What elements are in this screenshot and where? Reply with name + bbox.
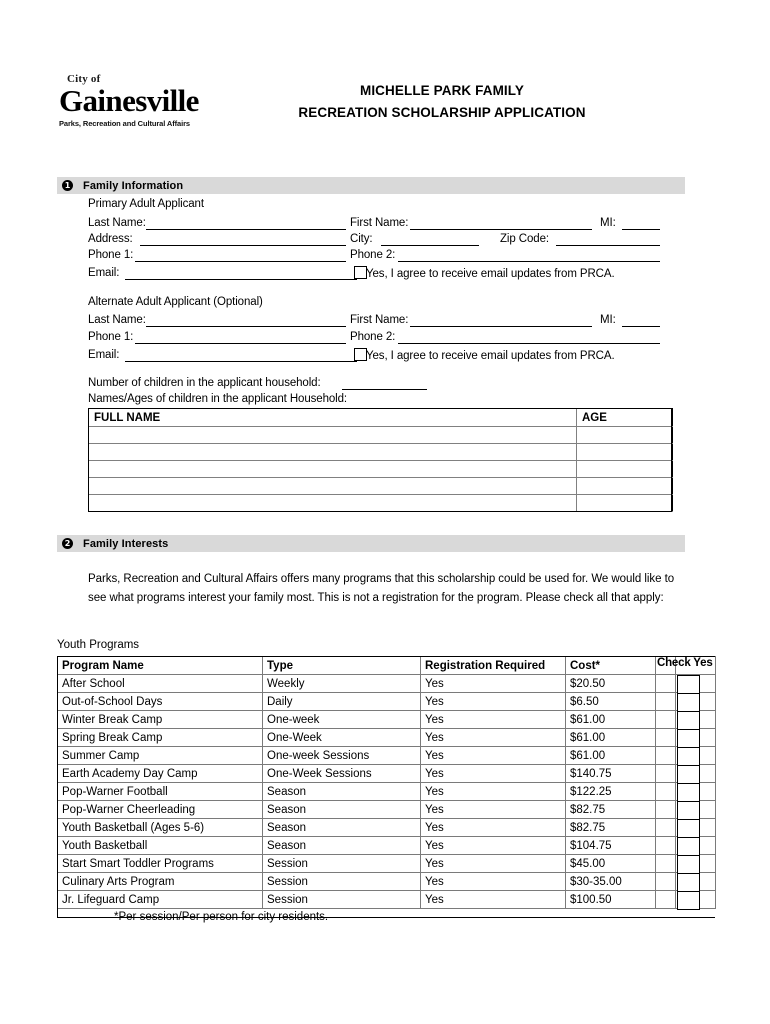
section-title-family-interests: Family Interests (83, 537, 169, 550)
label-alternate-phone1: Phone 1: (88, 331, 134, 343)
program-name-cell: Start Smart Toddler Programs (58, 855, 263, 873)
program-name-cell: Spring Break Camp (58, 729, 263, 747)
program-checkbox-6[interactable] (677, 783, 700, 802)
label-primary-mi: MI: (600, 217, 616, 229)
program-registration-cell: Yes (421, 711, 566, 729)
program-checkbox-10[interactable] (677, 855, 700, 874)
label-primary-city: City: (350, 233, 373, 245)
program-registration-cell: Yes (421, 747, 566, 765)
program-name-cell: Jr. Lifeguard Camp (58, 891, 263, 909)
input-primary-mi[interactable] (622, 229, 660, 230)
input-primary-zip[interactable] (556, 245, 660, 246)
program-name-cell: Culinary Arts Program (58, 873, 263, 891)
program-type-cell: Session (263, 873, 421, 891)
children-cell-age[interactable] (577, 495, 673, 512)
input-alternate-phone2[interactable] (398, 343, 660, 344)
label-alternate-email-optin: Yes, I agree to receive email updates from PRCA. (366, 350, 615, 362)
table-row[interactable] (89, 461, 673, 478)
section-title-family-information: Family Information (83, 179, 184, 192)
youth-programs-table (57, 656, 716, 909)
children-cell-full-name[interactable] (89, 478, 577, 495)
children-cell-full-name[interactable] (89, 444, 577, 461)
program-cost-cell: $140.75 (566, 765, 656, 783)
program-name-cell: Out-of-School Days (58, 693, 263, 711)
program-cost-cell: $61.00 (566, 747, 656, 765)
program-name-cell: Summer Camp (58, 747, 263, 765)
program-check-spacer-cell (656, 711, 676, 729)
program-name-cell: Winter Break Camp (58, 711, 263, 729)
program-registration-cell: Yes (421, 819, 566, 837)
label-primary-address: Address: (88, 233, 133, 245)
program-checkbox-3[interactable] (677, 729, 700, 748)
program-check-spacer-cell (656, 747, 676, 765)
program-registration-cell: Yes (421, 675, 566, 693)
section-number-badge-2: 2 (62, 538, 73, 549)
table-row[interactable] (58, 783, 716, 801)
input-primary-last-name[interactable] (146, 229, 346, 230)
program-cost-cell: $82.75 (566, 819, 656, 837)
programs-table-header-row (58, 657, 716, 675)
input-primary-first-name[interactable] (410, 229, 592, 230)
programs-col-cost: Cost* (566, 657, 656, 675)
label-primary-email: Email: (88, 267, 120, 279)
label-primary-last-name: Last Name: (88, 217, 146, 229)
table-row[interactable] (89, 444, 673, 461)
program-type-cell: Season (263, 819, 421, 837)
program-name-cell: Pop-Warner Cheerleading (58, 801, 263, 819)
programs-col-name: Program Name (58, 657, 263, 675)
programs-col-type: Type (263, 657, 421, 675)
program-cost-cell: $61.00 (566, 711, 656, 729)
program-cost-cell: $104.75 (566, 837, 656, 855)
label-primary-phone1: Phone 1: (88, 249, 134, 261)
input-primary-phone2[interactable] (398, 261, 660, 262)
children-table-header-row (89, 409, 673, 427)
input-alternate-mi[interactable] (622, 326, 660, 327)
program-name-cell: Youth Basketball (58, 837, 263, 855)
children-cell-age[interactable] (577, 461, 673, 478)
program-registration-cell: Yes (421, 873, 566, 891)
title-line-1: MICHELLE PARK FAMILY (359, 83, 524, 98)
label-names-ages-children: Names/Ages of children in the applicant Household: (88, 393, 348, 405)
program-check-spacer-cell (656, 873, 676, 891)
program-check-spacer-cell (656, 729, 676, 747)
program-cost-cell: $45.00 (566, 855, 656, 873)
program-checkbox-12[interactable] (677, 891, 700, 910)
program-registration-cell: Yes (421, 765, 566, 783)
input-alternate-phone1[interactable] (135, 343, 346, 344)
program-check-spacer-cell (656, 675, 676, 693)
program-checkbox-8[interactable] (677, 819, 700, 838)
input-alternate-last-name[interactable] (146, 326, 346, 327)
input-primary-address[interactable] (140, 245, 346, 246)
program-type-cell: Weekly (263, 675, 421, 693)
program-type-cell: One-week Sessions (263, 747, 421, 765)
program-type-cell: Session (263, 891, 421, 909)
label-primary-zip: Zip Code: (500, 233, 549, 245)
program-name-cell: Youth Basketball (Ages 5-6) (58, 819, 263, 837)
label-number-of-children: Number of children in the applicant household: (88, 377, 321, 389)
program-type-cell: One-week (263, 711, 421, 729)
table-row[interactable] (58, 837, 716, 855)
table-row[interactable] (58, 711, 716, 729)
children-col-full-name: FULL NAME (89, 409, 577, 427)
label-alternate-phone2: Phone 2: (350, 331, 396, 343)
program-check-spacer-cell (656, 801, 676, 819)
label-primary-email-optin: Yes, I agree to receive email updates from PRCA. (366, 268, 615, 280)
program-type-cell: Season (263, 837, 421, 855)
children-cell-full-name[interactable] (89, 461, 577, 478)
table-row[interactable] (89, 495, 673, 512)
page-title (232, 80, 652, 124)
table-row[interactable] (58, 801, 716, 819)
programs-col-registration: Registration Required (421, 657, 566, 675)
table-row[interactable] (58, 819, 716, 837)
program-registration-cell: Yes (421, 891, 566, 909)
children-cell-age[interactable] (577, 444, 673, 461)
table-row[interactable] (58, 747, 716, 765)
table-row[interactable] (58, 729, 716, 747)
alternate-applicant-heading: Alternate Adult Applicant (Optional) (88, 296, 263, 308)
section-header-family-interests (57, 535, 685, 552)
children-col-age: AGE (577, 409, 673, 427)
logo-city-of-text: City of (67, 73, 101, 85)
label-alternate-last-name: Last Name: (88, 314, 146, 326)
table-row[interactable] (58, 891, 716, 909)
primary-applicant-heading: Primary Adult Applicant (88, 198, 204, 210)
program-cost-cell: $30-35.00 (566, 873, 656, 891)
program-registration-cell: Yes (421, 693, 566, 711)
program-registration-cell: Yes (421, 837, 566, 855)
title-line-2: RECREATION SCHOLARSHIP APPLICATION (298, 105, 586, 120)
program-check-spacer-cell (656, 693, 676, 711)
program-registration-cell: Yes (421, 801, 566, 819)
program-checkbox-9[interactable] (677, 837, 700, 856)
program-cost-cell: $82.75 (566, 801, 656, 819)
section-header-family-information (57, 177, 685, 194)
program-registration-cell: Yes (421, 855, 566, 873)
program-name-cell: After School (58, 675, 263, 693)
children-cell-age[interactable] (577, 427, 673, 444)
program-name-cell: Pop-Warner Football (58, 783, 263, 801)
table-row[interactable] (89, 478, 673, 495)
table-row[interactable] (89, 427, 673, 444)
program-cost-cell: $20.50 (566, 675, 656, 693)
program-type-cell: Season (263, 801, 421, 819)
table-row[interactable] (58, 765, 716, 783)
program-registration-cell: Yes (421, 729, 566, 747)
program-checkbox-2[interactable] (677, 711, 700, 730)
program-check-spacer-cell (656, 819, 676, 837)
children-cell-full-name[interactable] (89, 495, 577, 512)
program-checkbox-11[interactable] (677, 873, 700, 892)
program-registration-cell: Yes (421, 783, 566, 801)
label-primary-first-name: First Name: (350, 217, 409, 229)
label-alternate-first-name: First Name: (350, 314, 409, 326)
program-type-cell: Daily (263, 693, 421, 711)
program-checkbox-7[interactable] (677, 801, 700, 820)
program-type-cell: Session (263, 855, 421, 873)
children-table (88, 408, 673, 512)
page-header (0, 74, 770, 138)
program-checkbox-5[interactable] (677, 765, 700, 784)
program-check-spacer-cell (656, 783, 676, 801)
table-row[interactable] (58, 693, 716, 711)
section-number-badge-1: 1 (62, 180, 73, 191)
logo-gainesville-text: Gainesville (59, 83, 199, 118)
input-alternate-email[interactable] (125, 361, 357, 362)
program-name-cell: Earth Academy Day Camp (58, 765, 263, 783)
program-cost-cell: $6.50 (566, 693, 656, 711)
logo-department-text: Parks, Recreation and Cultural Affairs (59, 119, 190, 128)
gainesville-logo (59, 74, 224, 128)
program-check-spacer-cell (656, 765, 676, 783)
children-cell-full-name[interactable] (89, 427, 577, 444)
table-row[interactable] (58, 855, 716, 873)
program-type-cell: One-Week Sessions (263, 765, 421, 783)
program-check-spacer-cell (656, 837, 676, 855)
program-checkbox-4[interactable] (677, 747, 700, 766)
input-primary-phone1[interactable] (135, 261, 346, 262)
youth-programs-label: Youth Programs (57, 639, 140, 651)
program-check-spacer-cell (656, 891, 676, 909)
program-type-cell: Season (263, 783, 421, 801)
label-alternate-email: Email: (88, 349, 120, 361)
input-primary-city[interactable] (381, 245, 479, 246)
table-row[interactable] (58, 675, 716, 693)
input-primary-email[interactable] (125, 279, 357, 280)
program-checkbox-0[interactable] (677, 675, 700, 694)
program-cost-cell: $61.00 (566, 729, 656, 747)
program-check-spacer-cell (656, 855, 676, 873)
input-number-of-children[interactable] (342, 389, 427, 390)
program-cost-cell: $100.50 (566, 891, 656, 909)
label-alternate-mi: MI: (600, 314, 616, 326)
input-alternate-first-name[interactable] (410, 326, 592, 327)
program-type-cell: One-Week (263, 729, 421, 747)
programs-col-check-yes-label: Check Yes (657, 657, 713, 669)
table-row[interactable] (58, 873, 716, 891)
label-primary-phone2: Phone 2: (350, 249, 396, 261)
program-checkbox-1[interactable] (677, 693, 700, 712)
cost-footnote: *Per session/Per person for city residents. (114, 911, 329, 923)
children-cell-age[interactable] (577, 478, 673, 495)
program-cost-cell: $122.25 (566, 783, 656, 801)
family-interests-paragraph: Parks, Recreation and Cultural Affairs offers many programs that this scholarship could be used for. We would like to see what programs interest your family most. This is not a registration for the program. Please check all that apply: (88, 573, 675, 604)
